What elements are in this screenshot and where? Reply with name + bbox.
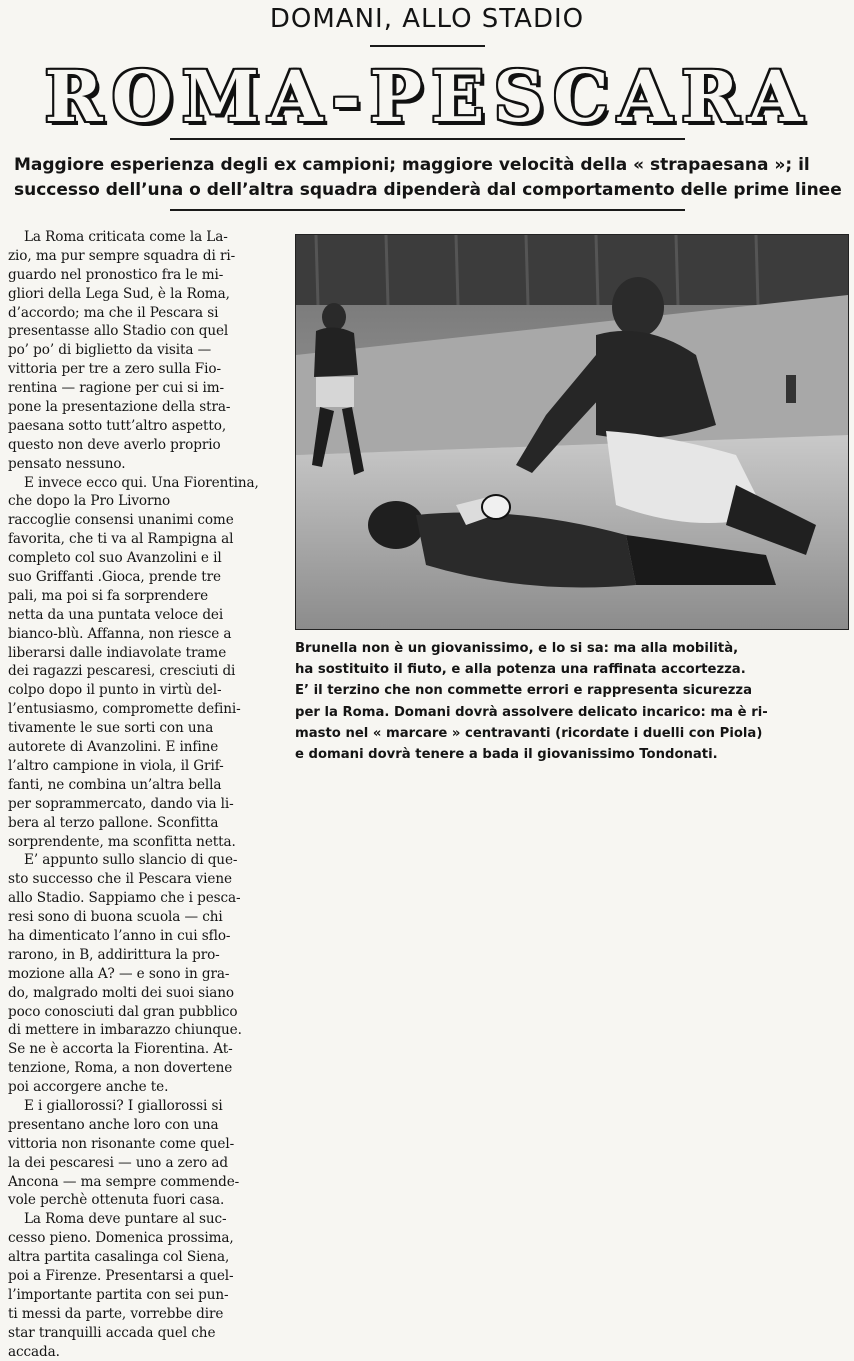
- article-line: per soprammercato, dando via li-: [8, 795, 234, 812]
- article-line: po’ po’ di biglietto da visita —: [8, 342, 212, 359]
- article-line: guardo nel pronostico fra le mi-: [8, 266, 224, 283]
- headline: ROMA-PESCARA: [44, 55, 812, 138]
- article-line: altra partita casalinga col Siena,: [8, 1249, 230, 1266]
- article-line: colpo dopo il punto in virtù del-: [8, 682, 222, 699]
- caption-line: per la Roma. Domani dovrà assolvere delicato incarico: ma è ri-: [295, 704, 768, 720]
- article-line: che dopo la Pro Livorno: [8, 493, 171, 510]
- article-line: Ancona — ma sempre commende-: [8, 1173, 240, 1190]
- article-line: E i giallorossi? I giallorossi si: [24, 1097, 223, 1114]
- article-line: completo col suo Avanzolini e il: [8, 550, 222, 567]
- article-line: d’accordo; ma che il Pescara si: [8, 304, 219, 321]
- article-line: suo Griffanti .Gioca, prende tre: [8, 569, 221, 586]
- article-line: netta da una puntata veloce dei: [8, 606, 224, 623]
- article-line: favorita, che ti va al Rampigna al: [8, 531, 234, 548]
- article-line: allo Stadio. Sappiamo che i pesca-: [8, 890, 241, 907]
- article-line: questo non deve averlo proprio: [8, 436, 221, 453]
- article-line: vittoria non risonante come quel-: [8, 1135, 235, 1152]
- caption-line: e domani dovrà tenere a bada il giovanissimo Tondonati.: [295, 747, 718, 763]
- article-line: pone la presentazione della stra-: [8, 399, 231, 416]
- article-line: sto successo che il Pescara viene: [8, 871, 232, 888]
- article-line: E invece ecco qui. Una Fiorentina,: [24, 474, 259, 491]
- article-line: Se ne è accorta la Fiorentina. At-: [8, 1041, 233, 1058]
- article-line: presentano anche loro con una: [8, 1116, 219, 1133]
- article-line: pensato nessuno.: [8, 455, 126, 472]
- article-line: liberarsi dalle indiavolate trame: [8, 644, 227, 661]
- article-line: ti messi da parte, vorrebbe dire: [8, 1305, 224, 1322]
- article-line: bianco-blù. Affanna, non riesce a: [8, 625, 232, 642]
- photo-illustration: [296, 235, 848, 629]
- article-line: gliori della Lega Sud, è la Roma,: [8, 285, 230, 302]
- deck: [14, 153, 844, 203]
- article-line: resi sono di buona scuola — chi: [8, 909, 223, 926]
- article-line: l’entusiasmo, compromette defini-: [8, 701, 241, 718]
- kicker: DOMANI, ALLO STADIO: [269, 4, 585, 34]
- article-line: La Roma deve puntare al suc-: [24, 1211, 227, 1228]
- article-line: bera al terzo pallone. Sconfitta: [8, 814, 219, 831]
- article-line: l’importante partita con sei pun-: [8, 1286, 229, 1303]
- article-line: paesana sotto tutt’altro aspetto,: [8, 417, 227, 434]
- headline-rule: [170, 138, 685, 140]
- article-line: poco conosciuti dal gran pubblico: [8, 1003, 238, 1020]
- article-line: l’altro campione in viola, il Grif-: [8, 757, 224, 774]
- article-line: do, malgrado molti dei suoi siano: [8, 984, 235, 1001]
- article-line: poi a Firenze. Presentarsi a quel-: [8, 1267, 234, 1284]
- article-line: poi accorgere anche te.: [8, 1079, 169, 1096]
- caption-line: Brunella non è un giovanissimo, e lo si sa: ma alla mobilità,: [295, 641, 739, 656]
- article-body: [8, 228, 286, 1361]
- article-line: fanti, ne combina un’altra bella: [8, 776, 222, 793]
- article-line: zio, ma pur sempre squadra di ri-: [8, 247, 236, 264]
- article-line: sorprendente, ma sconfitta netta.: [8, 833, 236, 850]
- article-line: pali, ma poi si fa sorprendere: [8, 587, 209, 604]
- article-line: dei ragazzi pescaresi, cresciuti di: [8, 663, 236, 680]
- article-line: E’ appunto sullo slancio di que-: [24, 852, 238, 869]
- article-line: la dei pescaresi — uno a zero ad: [8, 1154, 228, 1171]
- caption-line: masto nel « marcare » centravanti (ricordate i duelli con Piola): [295, 725, 763, 741]
- match-photo: [295, 234, 849, 630]
- article-line: raccoglie consensi unanimi come: [8, 512, 234, 529]
- caption-line: ha sostituito il fiuto, e alla potenza una raffinata accortezza.: [295, 662, 746, 678]
- article-line: rarono, in B, addirittura la pro-: [8, 946, 220, 963]
- article-line: accada.: [8, 1343, 60, 1360]
- article-line: presentasse allo Stadio con quel: [8, 323, 229, 340]
- article-line: autorete di Avanzolini. E infine: [8, 739, 219, 756]
- article-line: La Roma criticata come la La-: [24, 229, 228, 245]
- article-line: ha dimenticato l’anno in cui sflo-: [8, 927, 231, 944]
- caption-line: E’ il terzino che non commette errori e rappresenta sicurezza: [295, 683, 752, 699]
- article-line: star tranquilli accada quel che: [8, 1324, 216, 1341]
- deck-line: successo dell’una o dell’altra squadra dipenderà dal comportamento delle prime linee: [14, 180, 842, 200]
- deck-line: Maggiore esperienza degli ex campioni; maggiore velocità della « strapaesana »; il: [14, 155, 810, 175]
- kicker-rule: [370, 45, 485, 47]
- deck-rule: [170, 209, 685, 211]
- article-line: vole perchè ottenuta fuori casa.: [8, 1192, 225, 1209]
- article-line: di mettere in imbarazzo chiunque.: [8, 1022, 242, 1039]
- article-line: cesso pieno. Domenica prossima,: [8, 1230, 234, 1247]
- article-line: tenzione, Roma, a non dovertene: [8, 1060, 233, 1077]
- article-line: tivamente le sue sorti con una: [8, 720, 214, 737]
- photo-caption: [295, 638, 847, 765]
- article-line: rentina — ragione per cui si im-: [8, 380, 225, 397]
- article-line: vittoria per tre a zero sulla Fio-: [8, 361, 221, 378]
- article-line: mozione alla A? — e sono in gra-: [8, 965, 230, 982]
